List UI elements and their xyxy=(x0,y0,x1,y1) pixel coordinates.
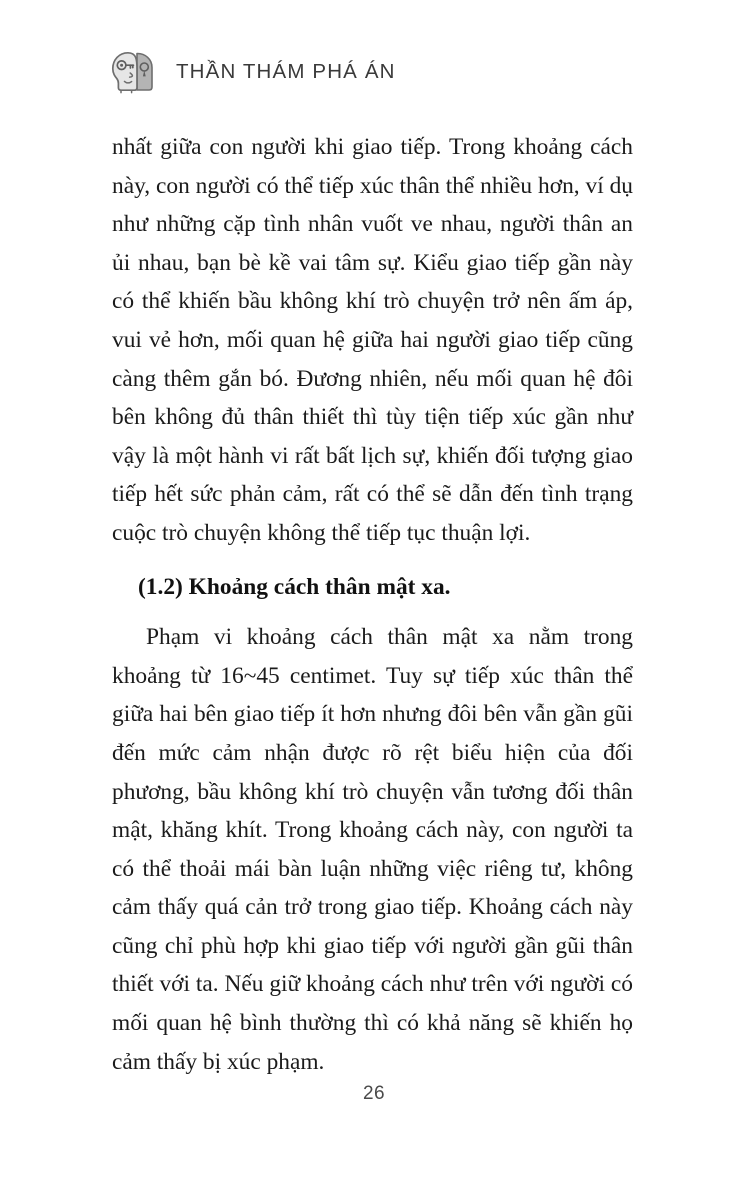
page-number: 26 xyxy=(363,1083,385,1104)
text-column xyxy=(112,128,633,1081)
running-header-title: THẦN THÁM PHÁ ÁN xyxy=(176,59,396,83)
section-heading-1-2: (1.2) Khoảng cách thân mật xa. xyxy=(138,573,451,600)
running-header xyxy=(110,48,396,96)
paragraph-intimate-far-distance: Phạm vi khoảng cách thân mật xa nằm trong khoảng từ 16~45 centimet. Tuy sự tiếp xúc thân thể giữa hai bên giao tiếp ít hơn nhưng đôi bên vẫn gần gũi đến mức cảm nhận được rõ rệt biểu hiện của đối phương, bầu không khí trò chuyện vẫn tương đối thân mật, khăng khít. Trong khoảng cách này, con người ta có thể thoải mái bàn luận những việc riêng tư, không cảm thấy quá cản trở trong giao tiếp. Khoảng cách này cũng chỉ phù hợp khi giao tiếp với người gần gũi thân thiết với ta. Nếu giữ khoảng cách như trên với người có mối quan hệ bình thường thì có khả năng sẽ khiến họ cảm thấy bị xúc phạm. xyxy=(112,624,633,1075)
paragraph-continuation: nhất giữa con người khi giao tiếp. Trong khoảng cách này, con người có thể tiếp xúc thân thể nhiều hơn, ví dụ như những cặp tình nhân vuốt ve nhau, người thân an ủi nhau, bạn bè kề vai tâm sự. Kiểu giao tiếp gần này có thể khiến bầu không khí trò chuyện trở nên ấm áp, vui vẻ hơn, mối quan hệ giữa hai người giao tiếp cũng càng thêm gắn bó. Đương nhiên, nếu mối quan hệ đôi bên không đủ thân thiết thì tùy tiện tiếp xúc gần như vậy là một hành vi rất bất lịch sự, khiến đối tượng giao tiếp hết sức phản cảm, rất có thể sẽ dẫn đến tình trạng cuộc trò chuyện không thể tiếp tục thuận lợi. xyxy=(112,134,633,546)
two-heads-keyhole-icon xyxy=(110,49,158,95)
